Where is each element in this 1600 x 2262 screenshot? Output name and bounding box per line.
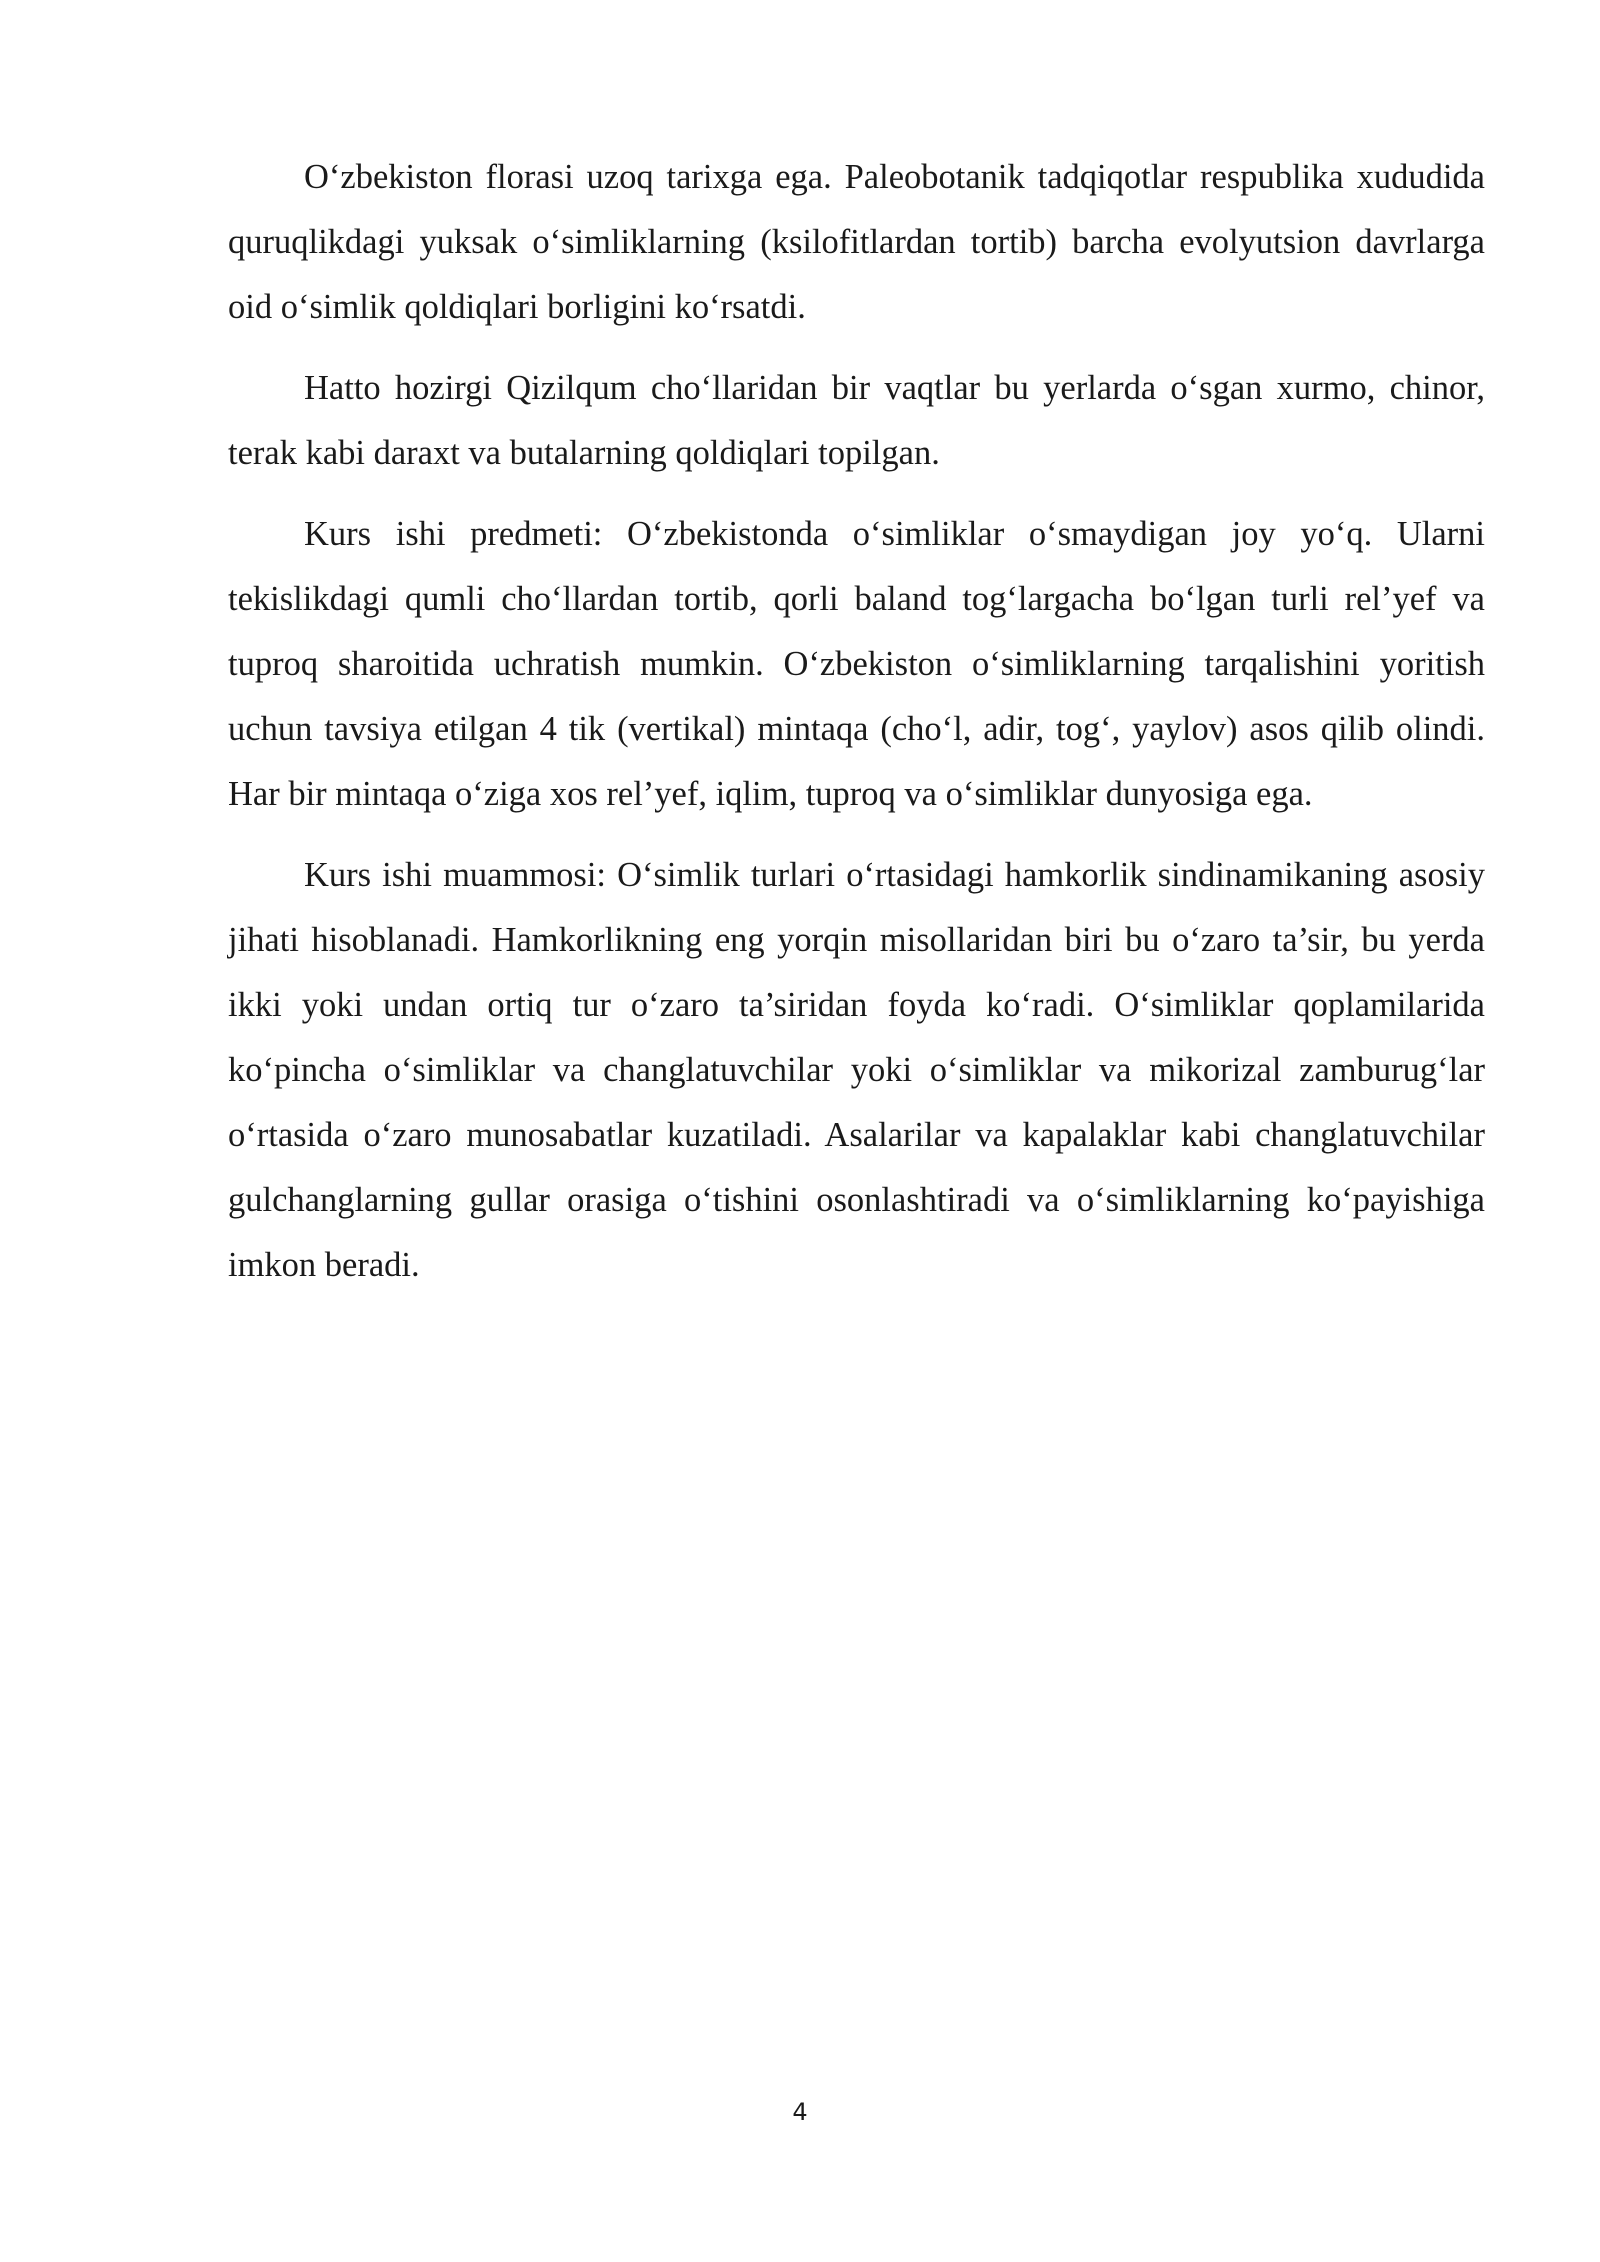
paragraph-qizilqum: Hatto hozirgi Qizilqum cho‘llaridan bir vaqtlar bu yerlarda o‘sgan xurmo, chinor, terak kabi daraxt va butalarning qoldiqlari topilgan. (228, 369, 1485, 472)
paragraph-flora-history: O‘zbekiston florasi uzoq tarixga ega. Paleobotanik tadqiqotlar respublika xududida quruqlikdagi yuksak o‘simliklarning (ksilofitlardan tortib) barcha evolyutsion davrlarga oid o‘simlik qoldiqlari borligini ko‘rsatdi. (228, 158, 1485, 326)
page-number: 4 (792, 2098, 808, 2126)
paragraph-course-problem: Kurs ishi muammosi: O‘simlik turlari o‘rtasidagi hamkorlik sindinamikaning asosiy jihati hisoblanadi. Hamkorlikning eng yorqin misollaridan biri bu o‘zaro ta’sir, bu yerda ikki yoki undan ortiq tur o‘zaro ta’siridan foyda ko‘radi. O‘simliklar qoplamilarida ko‘pincha o‘simliklar va changlatuvchilar yoki o‘simliklar va mikorizal zamburug‘lar o‘rtasida o‘zaro munosabatlar kuzatiladi. Asalarilar va kapalaklar kabi changlatuvchilar gulchanglarning gullar orasiga o‘tishini osonlashtiradi va o‘simliklarning ko‘payishiga imkon beradi. (228, 856, 1485, 1284)
paragraph-course-subject: Kurs ishi predmeti: O‘zbekistonda o‘simliklar o‘smaydigan joy yo‘q. Ularni tekislikdagi qumli cho‘llardan tortib, qorli baland tog‘largacha bo‘lgan turli rel’yef va tuproq sharoitida uchratish mumkin. O‘zbekiston o‘simliklarning tarqalishini yoritish uchun tavsiya etilgan 4 tik (vertikal) mintaqa (cho‘l, adir, tog‘, yaylov) asos qilib olindi. Har bir mintaqa o‘ziga xos rel’yef, iqlim, tuproq va o‘simliklar dunyosiga ega. (228, 515, 1485, 813)
page-body (228, 145, 1485, 1314)
